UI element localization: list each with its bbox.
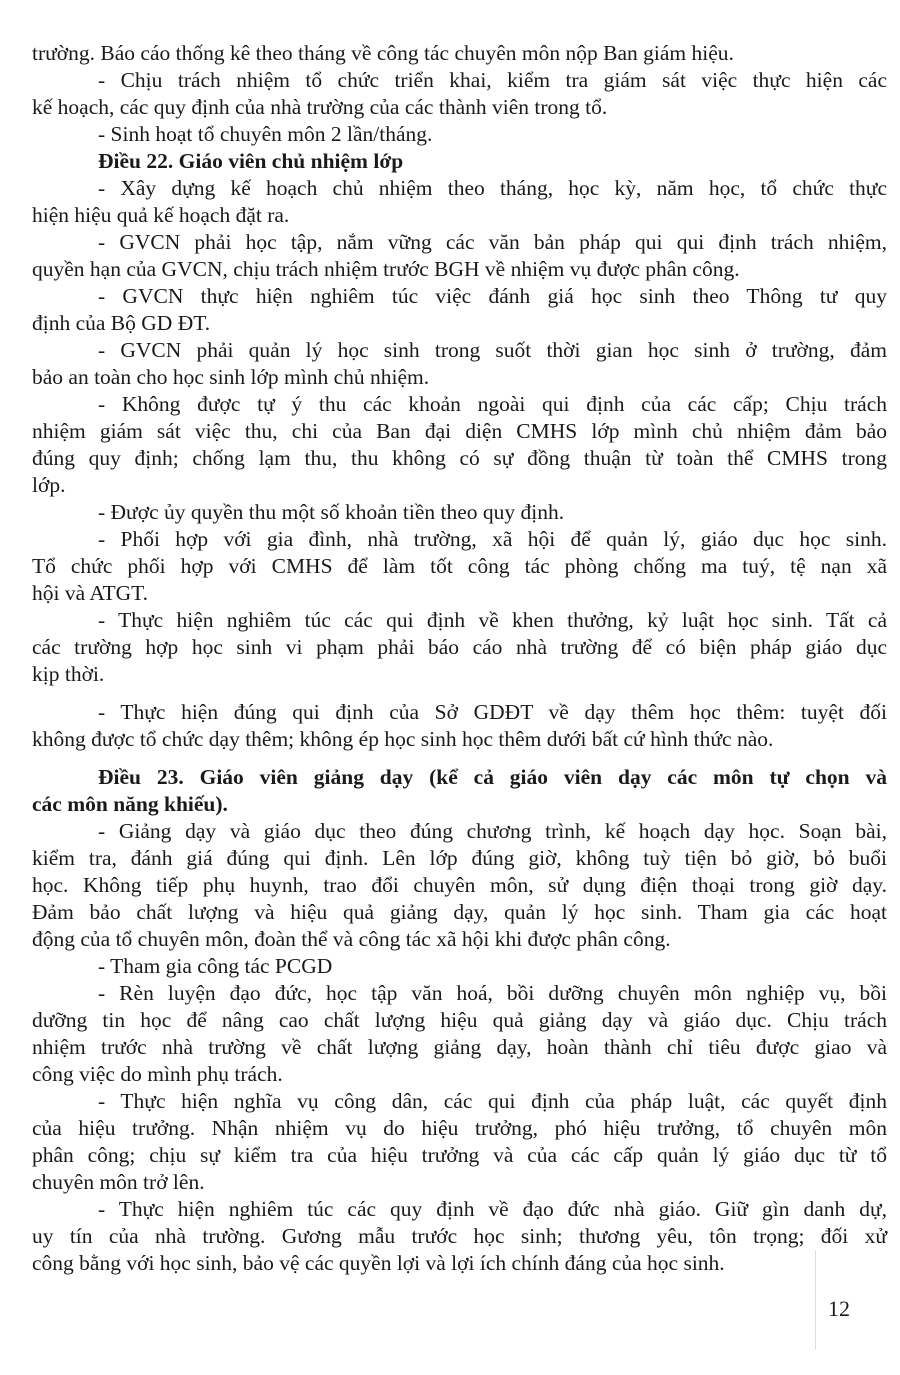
- paragraph: [32, 818, 887, 953]
- text-line: - Không được tự ý thu các khoản ngoài qui định của các cấp; Chịu trách: [98, 392, 887, 416]
- paragraph: [32, 337, 887, 391]
- text-line: - Chịu trách nhiệm tổ chức triển khai, kiểm tra giám sát việc thực hiện các: [98, 68, 887, 92]
- text-line: Điều 22. Giáo viên chủ nhiệm lớp: [98, 149, 404, 173]
- text-line: - Xây dựng kế hoạch chủ nhiệm theo tháng, học kỳ, năm học, tổ chức thực: [98, 176, 887, 200]
- text-line: Đảm bảo chất lượng và hiệu quả giảng dạy, quản lý học sinh. Tham gia các hoạt: [32, 900, 887, 924]
- text-line: - GVCN thực hiện nghiêm túc việc đánh giá học sinh theo Thông tư quy: [98, 284, 887, 308]
- paragraph: [32, 607, 887, 688]
- text-line: không được tổ chức dạy thêm; không ép học sinh học thêm dưới bất cứ hình thức nào.: [32, 727, 774, 751]
- text-line: công việc do mình phụ trách.: [32, 1062, 283, 1086]
- text-line: các trường hợp học sinh vi phạm phải báo cáo nhà trường để có biện pháp giáo dục: [32, 635, 887, 659]
- paragraph: [32, 699, 887, 753]
- text-line: nhiệm giám sát việc thu, chi của Ban đại diện CMHS lớp mình chủ nhiệm đảm bảo: [32, 419, 887, 443]
- text-line: - Giảng dạy và giáo dục theo đúng chương trình, kế hoạch dạy học. Soạn bài,: [98, 819, 887, 843]
- text-line: - GVCN phải học tập, nắm vững các văn bản pháp qui qui định trách nhiệm,: [98, 230, 887, 254]
- text-line: trường. Báo cáo thống kê theo tháng về công tác chuyên môn nộp Ban giám hiệu.: [32, 41, 734, 65]
- paragraph: [32, 175, 887, 229]
- paragraph: [32, 67, 887, 121]
- scan-artifact-line: [815, 1250, 816, 1350]
- text-line: nhiệm trước nhà trường về chất lượng giảng dạy, hoàn thành chỉ tiêu được giao và: [32, 1035, 887, 1059]
- text-line: định của Bộ GD ĐT.: [32, 311, 211, 335]
- paragraph: [32, 499, 887, 526]
- text-line: - Rèn luyện đạo đức, học tập văn hoá, bồi dưỡng chuyên môn nghiệp vụ, bồi: [98, 981, 887, 1005]
- text-line: - GVCN phải quản lý học sinh trong suốt thời gian học sinh ở trường, đảm: [98, 338, 887, 362]
- text-line: hội và ATGT.: [32, 581, 149, 605]
- text-line: - Thực hiện đúng qui định của Sở GDĐT về dạy thêm học thêm: tuyệt đối: [98, 700, 887, 724]
- paragraph: [32, 229, 887, 283]
- text-line: uy tín của nhà trường. Gương mẫu trước học sinh; thương yêu, tôn trọng; đối xử: [32, 1224, 887, 1248]
- text-line: lớp.: [32, 473, 66, 497]
- paragraph: [32, 526, 887, 607]
- page-number: 12: [828, 1296, 850, 1321]
- paragraph: [32, 391, 887, 499]
- text-line: - Phối hợp với gia đình, nhà trường, xã hội để quản lý, giáo dục học sinh.: [98, 527, 887, 551]
- text-line: - Thực hiện nghiêm túc các qui định về khen thưởng, kỷ luật học sinh. Tất cả: [98, 608, 887, 632]
- text-line: kế hoạch, các quy định của nhà trường của các thành viên trong tổ.: [32, 95, 608, 119]
- text-line: chuyên môn trở lên.: [32, 1170, 205, 1194]
- text-line: - Được ủy quyền thu một số khoản tiền theo quy định.: [98, 500, 565, 524]
- text-line: dưỡng tin học để nâng cao chất lượng hiệu quả giảng dạy và giáo dục. Chịu trách: [32, 1008, 887, 1032]
- text-line: kiểm tra, đánh giá đúng qui định. Lên lớp đúng giờ, không tuỳ tiện bỏ giờ, bỏ buổi: [32, 846, 887, 870]
- document-body: [32, 40, 887, 1277]
- text-line: các môn năng khiếu).: [32, 792, 228, 816]
- text-line: quyền hạn của GVCN, chịu trách nhiệm trước BGH về nhiệm vụ được phân công.: [32, 257, 740, 281]
- text-line: học. Không tiếp phụ huynh, trao đổi chuyên môn, sử dụng điện thoại trong giờ dạy.: [32, 873, 887, 897]
- text-line: Tổ chức phối hợp với CMHS để làm tốt công tác phòng chống ma tuý, tệ nạn xã: [32, 554, 887, 578]
- text-line: công bằng với học sinh, bảo vệ các quyền lợi và lợi ích chính đáng của học sinh.: [32, 1251, 725, 1275]
- text-line: đúng quy định; chống lạm thu, thu không có sự đồng thuận từ toàn thể CMHS trong: [32, 446, 887, 470]
- text-line: - Thực hiện nghiêm túc các quy định về đạo đức nhà giáo. Giữ gìn danh dự,: [98, 1197, 887, 1221]
- text-line: phân công; chịu sự kiểm tra của hiệu trưởng và của các cấp quản lý giáo dục từ tổ: [32, 1143, 887, 1167]
- text-line: của hiệu trưởng. Nhận nhiệm vụ do hiệu trưởng, phó hiệu trưởng, tổ chuyên môn: [32, 1116, 887, 1140]
- paragraph: [32, 1196, 887, 1277]
- paragraph: [32, 953, 887, 980]
- paragraph: [32, 121, 887, 148]
- text-line: bảo an toàn cho học sinh lớp mình chủ nhiệm.: [32, 365, 430, 389]
- paragraph: [32, 1088, 887, 1196]
- text-line: - Tham gia công tác PCGD: [98, 954, 333, 978]
- text-line: Điều 23. Giáo viên giảng dạy (kể cả giáo viên dạy các môn tự chọn và: [98, 765, 887, 789]
- article-heading: [32, 148, 887, 175]
- paragraph: [32, 283, 887, 337]
- paragraph: [32, 40, 887, 67]
- text-line: - Sinh hoạt tổ chuyên môn 2 lần/tháng.: [98, 122, 433, 146]
- text-line: kịp thời.: [32, 662, 105, 686]
- text-line: động của tổ chuyên môn, đoàn thể và công tác xã hội khi được phân công.: [32, 927, 671, 951]
- text-line: - Thực hiện nghĩa vụ công dân, các qui định của pháp luật, các quyết định: [98, 1089, 887, 1113]
- text-line: hiện hiệu quả kế hoạch đặt ra.: [32, 203, 290, 227]
- article-heading: [32, 764, 887, 818]
- paragraph: [32, 980, 887, 1088]
